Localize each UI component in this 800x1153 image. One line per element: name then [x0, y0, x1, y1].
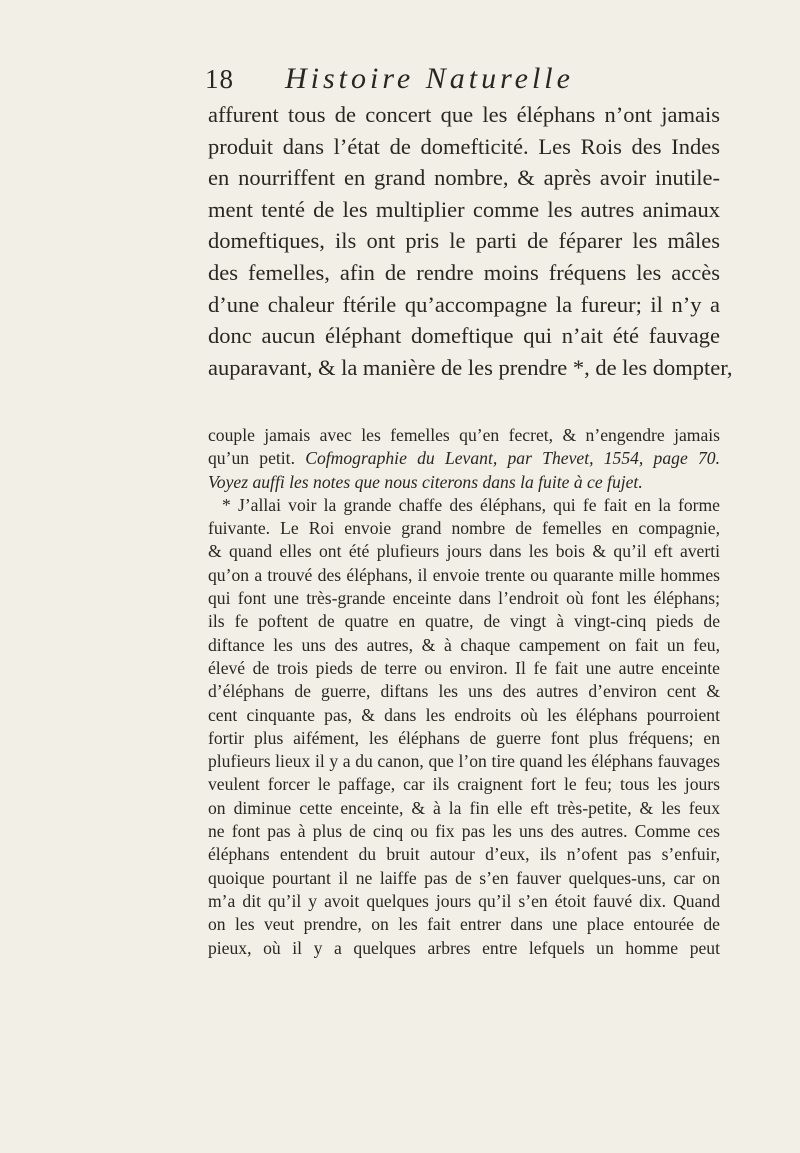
footnote-line: & quand elles ont été plufieurs jours dans les bois & qu’il eft averti — [208, 541, 720, 562]
main-text-line: auparavant, & la manière de les prendre *, de les dompter, — [208, 354, 733, 380]
main-text-line: domeftiques, ils ont pris le parti de féparer les mâles — [208, 228, 720, 254]
main-text-line: ment tenté de les multiplier comme les autres animaux — [208, 196, 720, 222]
footnote-line: qui font une très-grande enceinte dans l’endroit où font les éléphans; — [208, 588, 720, 609]
footnote-line: pieux, où il y a quelques arbres entre lefquels un homme peut — [208, 937, 720, 958]
running-title: Histoire Naturelle — [285, 62, 574, 95]
footnote-line: Voyez auffi les notes que nous citerons dans la fuite à ce fujet. — [208, 471, 643, 492]
footnote-continuation — [208, 424, 720, 494]
footnote-line: plufieurs lieux il y a du canon, que l’on tire quand les éléphans fauvages — [208, 751, 720, 772]
main-text-line: affurent tous de concert que les éléphans n’ont jamais — [208, 102, 720, 127]
footnote-line: * J’allai voir la grande chaffe des éléphans, qui fe fait en la forme — [222, 494, 720, 515]
citation-text: Cofmographie du Levant, par Thevet, 1554, page 70. — [305, 448, 720, 469]
main-text-line: d’une chaleur ftérile qu’accompagne la fureur; il n’y a — [208, 291, 720, 317]
footnote-line: fortir plus aifément, les éléphans de guerre font plus fréquens; en — [208, 727, 720, 748]
main-text-block — [208, 99, 733, 383]
footnote-line: quoique pourtant il ne laiffe pas de s’en fauver quelques-uns, car on — [208, 867, 720, 888]
footnote-line — [208, 447, 720, 470]
footnote-line: fuivante. Le Roi envoie grand nombre de femelles en compagnie, — [208, 518, 720, 539]
footnote-line: ne font pas à plus de cinq ou fix pas les uns des autres. Comme ces — [208, 821, 720, 842]
footnote-star — [208, 494, 720, 960]
footnote-line: diftance les uns des autres, & à chaque campement on fait un feu, — [208, 634, 720, 655]
footnote-text: qu’un petit. — [208, 448, 306, 469]
page-number: 18 — [205, 64, 234, 94]
main-text-line: en nourriffent en grand nombre, & après avoir inutile- — [208, 165, 720, 191]
footnote-line: on les veut prendre, on les fait entrer dans une place entourée de — [208, 914, 720, 935]
footnote-line: élevé de trois pieds de terre ou environ. Il fe fait une autre enceinte — [208, 657, 720, 678]
page-header — [205, 62, 725, 102]
footnotes — [208, 424, 720, 960]
footnote-line: qu’on a trouvé des éléphans, il envoie trente ou quarante mille hommes — [208, 564, 720, 585]
footnote-line: on diminue cette enceinte, & à la fin elle eft très-petite, & les feux — [208, 797, 720, 818]
main-text-line: donc aucun éléphant domeftique qui n’ait été fauvage — [208, 323, 720, 349]
footnote-line: d’éléphans de guerre, diftans les uns des autres d’environ cent & — [208, 681, 720, 702]
footnote-line: ils fe poftent de quatre en quatre, de vingt à vingt-cinq pieds de — [208, 611, 720, 632]
footnote-line: cent cinquante pas, & dans les endroits où les éléphans pourroient — [208, 704, 720, 725]
footnote-line: éléphans entendent du bruit autour d’eux, ils n’ofent pas s’enfuir, — [208, 844, 720, 865]
main-text-line: des femelles, afin de rendre moins fréquens les accès — [208, 259, 720, 285]
main-text-line: produit dans l’état de domefticité. Les Rois des Indes — [208, 133, 720, 159]
footnote-line: m’a dit qu’il y avoit quelques jours qu’il s’en étoit fauvé dix. Quand — [208, 890, 720, 911]
footnote-line: veulent forcer le paffage, car ils craignent fort le feu; tous les jours — [208, 774, 720, 795]
footnote-line: couple jamais avec les femelles qu’en fecret, & n’engendre jamais — [208, 425, 720, 445]
